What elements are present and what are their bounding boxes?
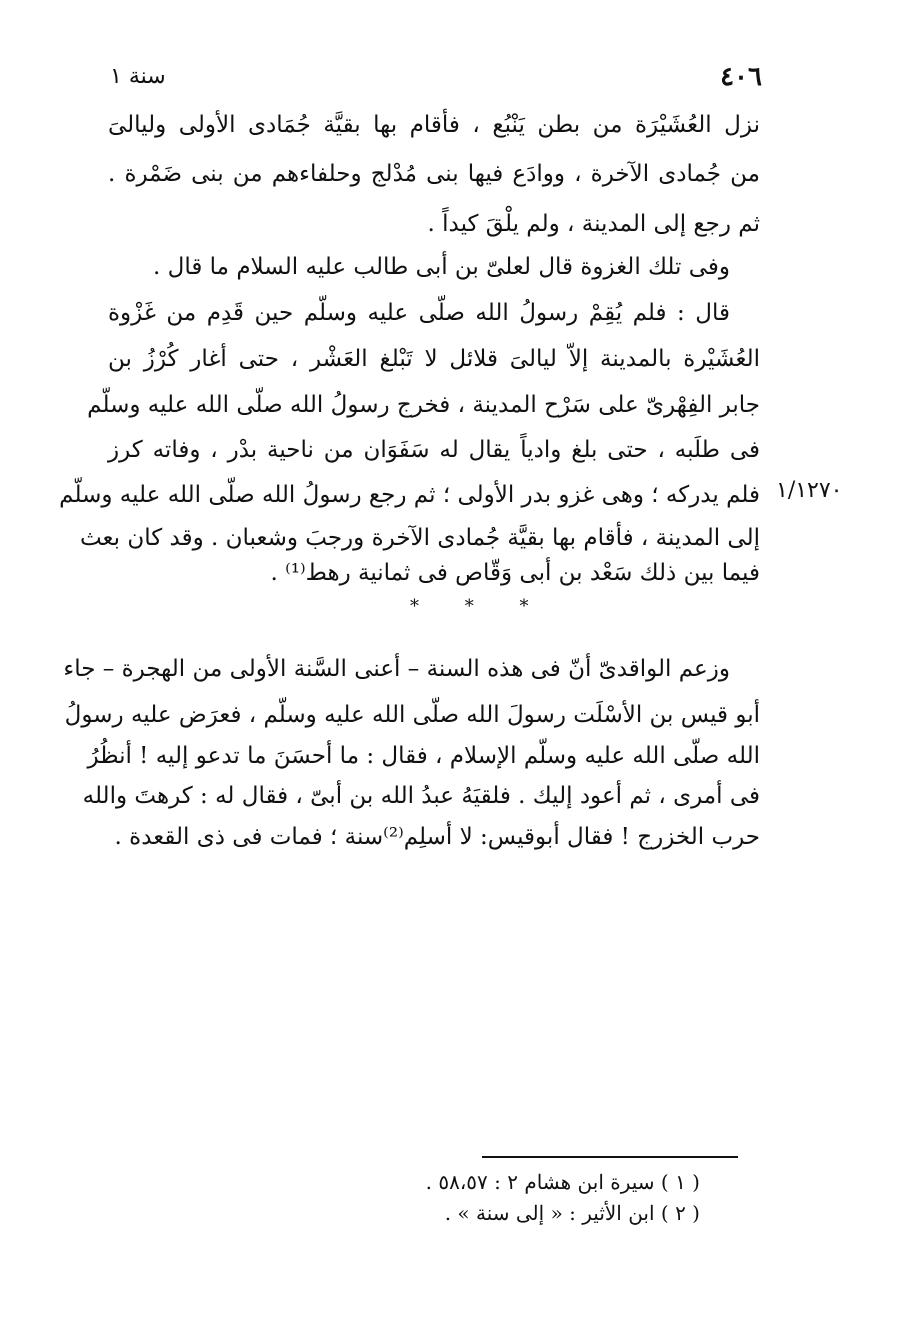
paragraph-2-line-1: وفى تلك الغزوة قال لعلىّ بن أبى طالب عليه السلام ما قال .: [153, 254, 730, 280]
paragraph-4-line-1: وزعم الواقدىّ أنّ فى هذه السنة – أعنى السَّنة الأولى من الهجرة – جاء: [63, 656, 730, 682]
paragraph-3-line-2: العُشَيْرة بالمدينة إلاّ ليالىَ قلائل لا تَبْلغ العَشْر ، حتى أغار كُرْزُ بن: [108, 346, 760, 372]
paragraph-4-line-4: فى أمرى ، ثم أعود إليك . فلقيَهُ عبدُ الله بن أبىّ ، فقال له : كرهتَ والله: [82, 783, 760, 809]
paragraph-1-line-3: ثم رجع إلى المدينة ، ولم يلْقَ كيداً .: [427, 211, 760, 237]
running-head: سنة ١: [110, 64, 166, 89]
paragraph-3-line-5: فلم يدركه ؛ وهى غزو بدر الأولى ؛ ثم رجع رسولُ الله صلّى الله عليه وسلّم: [59, 482, 760, 508]
paragraph-1-line-2: من جُمادى الآخرة ، ووادَع فيها بنى مُدْلج وحلفاءهم من بنى ضَمْرة .: [108, 161, 760, 187]
footnote-2: ( ٢ ) ابن الأثير : « إلى سنة » .: [444, 1201, 700, 1225]
paragraph-3-line-4: فى طلَبه ، حتى بلغ وادياً يقال له سَفَوَان من ناحية بدْر ، وفاته كرز: [108, 437, 760, 463]
footnote-divider: [482, 1156, 738, 1158]
paragraph-3-line-3: جابر الفِهْرىّ على سَرْح المدينة ، فخرج رسولُ الله صلّى الله عليه وسلّم: [87, 392, 760, 418]
section-separator: * * *: [410, 596, 549, 617]
page-header: [110, 62, 762, 98]
paragraph-4-line-2: أبو قيس بن الأسْلَت رسولَ الله صلّى الله عليه وسلّم ، فعرَض عليه رسولُ: [64, 702, 760, 728]
paragraph-3-line-1: قال : فلم يُقِمْ رسولُ الله صلّى عليه وسلّم حين قَدِم من غَزْوة: [108, 300, 730, 326]
footnote-1: ( ١ ) سيرة ابن هشام ٢ : ٥٨،٥٧ .: [425, 1170, 700, 1194]
margin-reference: ١/١٢٧٠: [776, 478, 843, 503]
paragraph-4-line-5: حرب الخزرج ! فقال أبوقيس: لا أسلِم⁽²⁾سنة ؛ فمات فى ذى القعدة .: [114, 824, 760, 850]
paragraph-3-line-7: فيما بين ذلك سَعْد بن أبى وَقّاص فى ثمانية رهط⁽¹⁾ .: [270, 560, 760, 586]
paragraph-1-line-1: نزل العُشَيْرَة من بطن يَنْبُع ، فأقام بها بقيَّة جُمَادى الأولى وليالىَ: [108, 112, 760, 138]
paragraph-4-line-3: الله صلّى الله عليه وسلّم الإسلام ، فقال : ما أحسَنَ ما تدعو إليه ! أنظُرُ: [87, 743, 760, 769]
page-number: ٤٠٦: [720, 62, 762, 92]
paragraph-3-line-6: إلى المدينة ، فأقام بها بقيَّة جُمادى الآخرة ورجبَ وشعبان . وقد كان بعث: [79, 525, 760, 551]
